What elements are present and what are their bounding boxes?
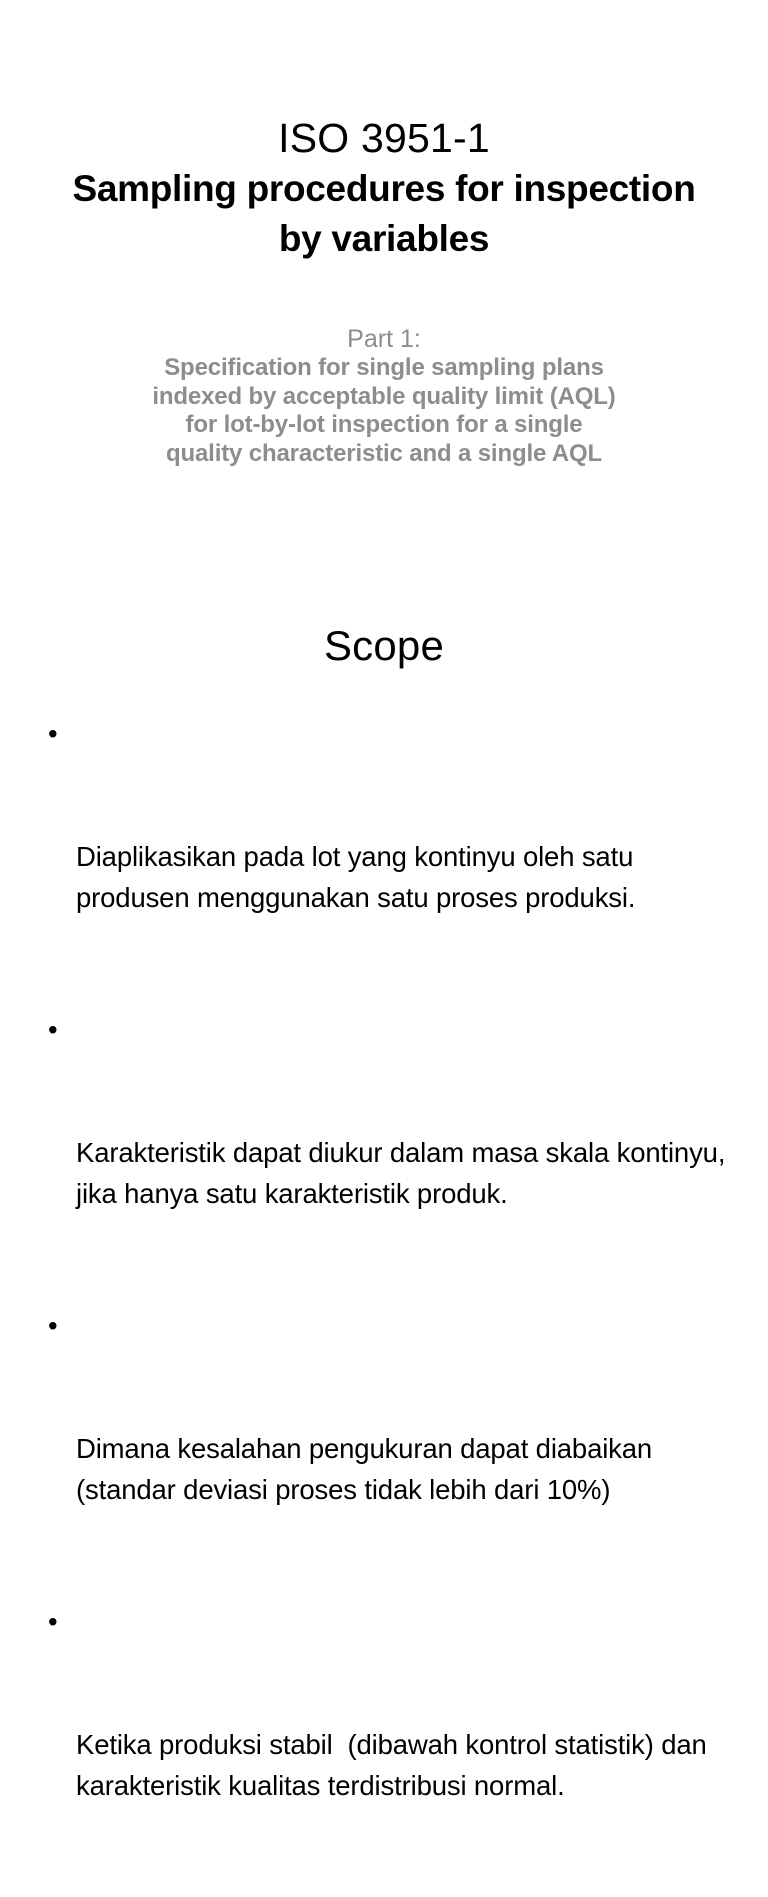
list-item [40,1601,740,1888]
subtitle-part-label: Part 1: [347,325,421,353]
bullet-text: Diaplikasikan pada lot yang kontinyu oleh satu produsen menggunakan satu proses produksi. [76,841,641,913]
bullet-marker-icon: • [48,1014,58,1045]
title-main-line-2: by variables [278,218,490,259]
subtitle-line-3: for lot-by-lot inspection for a single [185,411,583,438]
subtitle-line-4: quality characteristic and a single AQL [165,439,603,467]
slide-title [36,112,732,264]
title-main-line-1: Sampling procedures for inspection [72,168,696,209]
bullet-text: Karakteristik dapat diukur dalam masa skala kontinyu, jika hanya satu karakteristik produk. [76,1137,733,1209]
bullet-text: Ketika produksi stabil (dibawah kontrol statistik) dan karakteristik kualitas terdistribusi normal. [76,1729,715,1801]
list-item [40,1305,740,1592]
subtitle-line-2: indexed by acceptable quality limit (AQL) [152,382,616,410]
section-heading-scope: Scope [323,622,445,669]
list-item [40,1009,740,1296]
subtitle-line-1: Specification for single sampling plans [164,354,604,381]
bullet-text: Dimana kesalahan pengukuran dapat diabaikan (standar deviasi proses tidak lebih dari 10%) [76,1433,660,1505]
list-item [40,713,740,1000]
bullet-marker-icon: • [48,1606,58,1637]
title-standard-number: ISO 3951-1 [278,115,490,161]
bullet-marker-icon: • [48,1310,58,1341]
slide-subtitle [84,324,684,468]
bullet-marker-icon: • [48,718,58,749]
scope-bullet-list [40,713,740,1897]
